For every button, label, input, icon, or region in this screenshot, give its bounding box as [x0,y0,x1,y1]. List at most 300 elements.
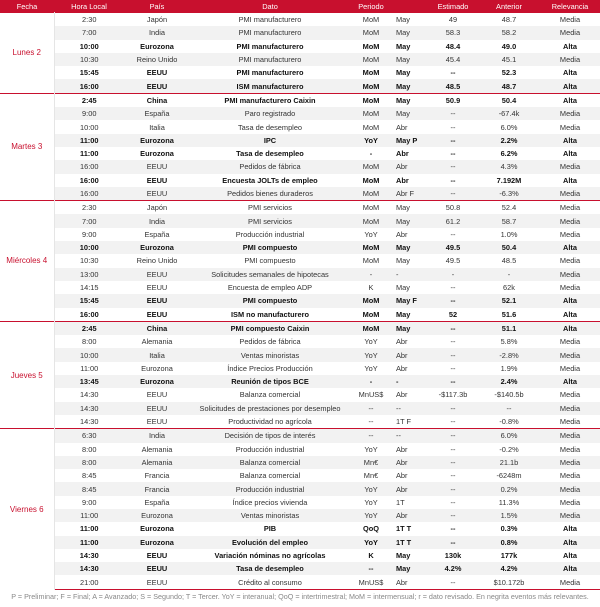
cell-country: India [124,26,190,39]
cell-relevance: Alta [540,134,600,147]
cell-period-unit: MoM [350,214,392,227]
cell-indicator: Ventas minoristas [190,348,350,361]
cell-indicator: Balanza comercial [239,390,301,400]
cell-country: India [124,429,190,443]
cell-time: 9:00 [82,497,97,507]
cell-period-unit: MoM [362,256,380,266]
cell-country: Japón [124,13,190,27]
cell-country: EEUU [146,68,168,78]
cell-period-unit: YoY [350,348,392,361]
cell-time: 8:45 [54,482,124,495]
header-anterior: Anterior [478,0,540,13]
cell-period: 1T [396,497,405,507]
cell-country: Eurozona [140,524,174,534]
cell-period: 1T T [396,524,412,534]
table-row [0,375,600,388]
cell-previous: 51.1 [478,321,540,335]
cell-previous: -$140.5b [494,390,524,400]
cell-time: 10:00 [80,122,99,132]
cell-estimate: -- [450,229,456,239]
cell-previous: 11.3% [498,497,520,507]
cell-period-unit: MoM [350,187,392,201]
table-row [0,79,600,93]
cell-indicator: Producción industrial [235,229,305,239]
cell-period: May [392,562,428,575]
cell-relevance: Media [540,26,600,39]
table-row [0,496,600,509]
cell-indicator: PMI servicios [190,214,350,227]
cell-indicator: Balanza comercial [190,456,350,469]
cell-previous: 2.2% [478,134,540,147]
cell-previous: 50.4 [478,241,540,254]
cell-period: May [392,308,428,322]
cell-previous: 4.3% [478,160,540,173]
cell-estimate: -- [428,402,478,415]
cell-time: 11:00 [80,524,99,534]
cell-period: May [392,241,428,254]
cell-indicator: Pedidos bienes duraderos [190,187,350,201]
cell-relevance: Alta [540,241,600,254]
cell-time: 14:30 [79,551,99,561]
cell-country: EEUU [146,390,168,400]
cell-period: Abr [396,471,408,481]
table-row [0,321,600,335]
cell-relevance: Alta [563,41,577,51]
cell-estimate: 50.8 [428,201,478,215]
cell-indicator: PMI compuesto [190,294,350,307]
cell-time: 16:00 [54,308,124,322]
cell-country: China [124,321,190,335]
cell-indicator: PMI compuesto [244,256,296,266]
cell-previous: -- [478,402,540,415]
cell-estimate: 49.5 [445,256,461,266]
table-row [0,388,600,401]
cell-country: Eurozona [124,375,190,388]
cell-country: Eurozona [141,363,173,373]
cell-period: May [396,283,410,293]
table-row [0,93,600,107]
cell-time: 10:00 [54,241,124,254]
table-row [0,201,600,215]
table-row [0,187,600,201]
cell-period-unit: MoM [362,41,380,51]
cell-relevance: Media [559,122,581,132]
cell-indicator: PMI manufacturero [236,68,304,78]
cell-time: 10:30 [80,256,99,266]
cell-period: - [392,268,428,281]
cell-indicator: Reunión de tipos BCE [190,375,350,388]
cell-time: 13:45 [54,375,124,388]
cell-previous: $10.172b [478,575,540,589]
cell-indicator: PMI manufacturero Caixin [190,93,350,107]
cell-relevance: Media [559,390,581,400]
cell-indicator: Productividad no agrícola [190,415,350,429]
cell-country: Alemania [141,337,173,347]
table-row [0,147,600,160]
header-row [0,0,600,13]
cell-time: 8:00 [54,456,124,469]
cell-period-unit: MoM [350,308,392,322]
cell-period: 1T T [392,536,428,549]
cell-indicator: ISM manufacturero [190,79,350,93]
cell-time: 9:00 [54,107,124,120]
cell-country: India [124,214,190,227]
cell-relevance: Alta [540,308,600,322]
cell-period-unit: YoY [364,337,378,347]
cell-previous: -67.4k [478,107,540,120]
table-row [0,254,600,267]
cell-previous: 58.7 [478,214,540,227]
table-row [0,26,600,39]
cell-previous: 50.4 [478,93,540,107]
cell-country: España [144,229,170,239]
cell-country: Italia [149,122,165,132]
cell-indicator: Encuesta de empleo ADP [227,283,313,293]
cell-previous: 62k [503,283,515,293]
cell-country: EEUU [146,551,168,561]
cell-period-unit: MoM [350,93,392,107]
cell-estimate: -- [428,107,478,120]
cell-period: May [396,41,411,51]
table-row [0,174,600,187]
cell-relevance: Media [559,471,581,481]
cell-estimate: -- [450,497,456,507]
cell-period-unit: MoM [362,175,380,185]
cell-estimate: 4.2% [428,562,478,575]
cell-relevance: Media [540,415,600,429]
cell-previous: -6248m [496,471,522,481]
cell-previous: 1.9% [500,363,518,373]
cell-country: EEUU [124,268,190,281]
cell-period-unit: MoM [350,294,392,307]
table-row [0,348,600,361]
cell-period: May [392,321,428,335]
table-row [0,294,600,307]
cell-estimate: 49.5 [428,241,478,254]
table-row [0,536,600,549]
cell-relevance: Alta [540,375,600,388]
cell-country: EEUU [124,79,190,93]
cell-country: Eurozona [124,241,190,254]
cell-indicator: Tasa de desempleo [237,122,303,132]
table-row [0,402,600,415]
cell-indicator: PIB [263,524,277,534]
cell-estimate: -- [450,363,456,373]
cell-period-unit: MoM [350,160,392,173]
cell-previous: 0.2% [478,482,540,495]
cell-estimate: 49 [428,13,478,27]
table-row [0,562,600,575]
cell-relevance: Media [540,348,600,361]
cell-indicator: PMI manufacturero [236,41,304,51]
cell-time: 15:45 [54,294,124,307]
cell-estimate: 48.4 [445,41,461,51]
cell-relevance: Alta [563,524,577,534]
cell-estimate: -- [428,160,478,173]
table-row [0,522,600,535]
table-row [0,107,600,120]
header-hora-local: Hora Local [54,0,124,13]
cell-indicator: Pedidos de fábrica [239,337,301,347]
cell-country: China [124,93,190,107]
cell-indicator: Crédito al consumo [190,575,350,589]
cell-relevance: Media [559,363,581,373]
cell-previous: 2.4% [478,375,540,388]
cell-period: May P [392,134,428,147]
table-row [0,13,600,27]
cell-previous: - [478,268,540,281]
cell-period-unit: YoY [364,229,378,239]
cell-time: 11:00 [54,134,124,147]
cell-estimate: -- [428,482,478,495]
cell-period: Abr [392,509,428,522]
day-label: Viernes 6 [0,429,54,590]
cell-relevance: Media [540,201,600,215]
cell-period: Abr [396,363,408,373]
cell-country: EEUU [124,294,190,307]
table-row [0,456,600,469]
cell-estimate: - [428,268,478,281]
cell-time: 13:00 [54,268,124,281]
cell-estimate: -- [428,509,478,522]
cell-period: Abr [392,575,428,589]
cell-period: May [392,13,428,27]
cell-previous: 49.0 [501,41,517,51]
table-row [0,66,600,79]
cell-time: 14:15 [80,283,99,293]
cell-country: EEUU [124,575,190,589]
table-row [0,281,600,294]
cell-time: 16:00 [79,175,99,185]
cell-time: 10:00 [54,348,124,361]
cell-estimate: -- [428,456,478,469]
cell-relevance: Media [540,402,600,415]
cell-indicator: Pedidos de fábrica [190,160,350,173]
cell-country: Eurozona [124,536,190,549]
cell-country: Francia [144,471,170,481]
day-label: Lunes 2 [0,13,54,94]
cell-relevance: Media [540,13,600,27]
cell-time: 11:00 [80,149,99,159]
cell-relevance: Media [540,187,600,201]
cell-period-unit: MoM [362,68,380,78]
day-label: Jueves 5 [0,321,54,428]
cell-period: May [392,201,428,215]
cell-period-unit: Mn€ [350,456,392,469]
table-row [0,40,600,53]
table-row [0,308,600,322]
cell-previous: -2.8% [478,348,540,361]
table-row [0,549,600,562]
day-label: Miércoles 4 [0,201,54,322]
cell-estimate: -- [428,429,478,443]
cell-period-unit: Mn€ [363,471,379,481]
cell-previous: 1.0% [500,229,518,239]
cell-period: Abr [396,149,409,159]
cell-country: España [144,497,170,507]
cell-indicator: Tasa de desempleo [236,149,304,159]
cell-period: Abr [396,122,408,132]
cell-time: 11:00 [80,363,99,373]
cell-time: 14:30 [80,390,99,400]
cell-time: 16:00 [54,79,124,93]
cell-previous: 52.1 [478,294,540,307]
cell-estimate: -- [428,134,478,147]
cell-period: Abr [396,175,409,185]
cell-estimate: 130k [444,551,462,561]
cell-indicator: Producción industrial [190,482,350,495]
cell-previous: -6.3% [478,187,540,201]
cell-country: Francia [124,482,190,495]
table-row [0,429,600,443]
cell-period: May [392,53,428,66]
cell-relevance: Media [559,497,581,507]
cell-estimate: 58.3 [428,26,478,39]
cell-time: 16:00 [54,187,124,201]
cell-estimate: -- [428,575,478,589]
cell-time: 14:30 [54,402,124,415]
cell-period: Abr [396,444,408,454]
cell-estimate: 48.5 [428,79,478,93]
cell-period: - [392,375,428,388]
cell-period: Abr [392,482,428,495]
cell-relevance: Media [559,229,581,239]
cell-relevance: Alta [563,68,577,78]
cell-period-unit: MoM [350,53,392,66]
cell-estimate: -- [450,524,456,534]
cell-relevance: Alta [563,551,577,561]
cell-previous: 7.192M [496,175,522,185]
cell-period: May [392,79,428,93]
cell-relevance: Media [540,575,600,589]
cell-relevance: Media [540,107,600,120]
table-row [0,53,600,66]
cell-time: 6:30 [54,429,124,443]
header-dato: Dato [190,0,350,13]
cell-period-unit: YoY [350,482,392,495]
cell-period: -- [392,402,428,415]
cell-time: 7:00 [54,26,124,39]
cell-relevance: Alta [540,321,600,335]
cell-period-unit: -- [350,402,392,415]
cell-country: EEUU [146,175,168,185]
cell-estimate: -- [428,321,478,335]
cell-relevance: Media [540,482,600,495]
cell-period-unit: -- [350,415,392,429]
cell-indicator: Paro registrado [190,107,350,120]
cell-period-unit: - [350,375,392,388]
cell-previous: 5.8% [500,337,518,347]
cell-previous: 48.7 [478,13,540,27]
cell-previous: 4.2% [478,562,540,575]
cell-period-unit: YoY [364,363,378,373]
cell-estimate: 45.4 [428,53,478,66]
cell-indicator: PMI manufacturero [190,26,350,39]
cell-previous: -0.2% [499,444,519,454]
cell-period: Abr F [392,187,428,201]
cell-time: 14:30 [54,415,124,429]
cell-previous: 21.1b [478,456,540,469]
cell-indicator: PMI compuesto [190,241,350,254]
cell-previous: 48.7 [478,79,540,93]
table-row [0,241,600,254]
cell-period-unit: YoY [350,134,392,147]
cell-previous: 0.8% [478,536,540,549]
cell-previous: 6.0% [500,122,518,132]
cell-time: 21:00 [54,575,124,589]
cell-time: 14:30 [54,562,124,575]
cell-period: May [396,68,411,78]
header-estimado: Estimado [428,0,478,13]
cell-country: Eurozona [124,509,190,522]
cell-relevance: Media [540,429,600,443]
cell-previous: 51.6 [478,308,540,322]
cell-indicator: PMI manufacturero [190,13,350,27]
table-row [0,335,600,348]
cell-country: Alemania [124,456,190,469]
table-row [0,469,600,482]
footnote: P = Preliminar; F = Final; A = Avanzado; S = Segundo; T = Tercer. YoY = interanual; QoQ = intertrimestral; MoM = intermensual; r = dato revisado. En negrita eventos más relevantes. [11,591,589,601]
cell-country: EEUU [124,187,190,201]
cell-indicator: PMI manufacturero [190,53,350,66]
calendar-body [0,13,600,590]
header-fecha: Fecha [0,0,54,13]
cell-period: Abr [396,390,408,400]
cell-estimate: -- [428,348,478,361]
cell-previous: -0.8% [478,415,540,429]
header-pais: País [124,0,190,13]
cell-relevance: Media [540,214,600,227]
cell-estimate: -- [428,536,478,549]
cell-country: Japón [124,201,190,215]
cell-time: 10:30 [54,53,124,66]
cell-period: 1T F [392,415,428,429]
cell-country: Reino Unido [124,53,190,66]
cell-estimate: -- [450,175,456,185]
cell-estimate: -- [428,375,478,388]
cell-relevance: Alta [563,175,577,185]
cell-period: Abr [392,160,428,173]
cell-indicator: Decisión de tipos de interés [190,429,350,443]
cell-estimate: -- [428,187,478,201]
cell-country: EEUU [124,562,190,575]
cell-period-unit: K [368,283,374,293]
table-row [0,214,600,227]
cell-country: España [124,107,190,120]
cell-indicator: Producción industrial [235,444,305,454]
cell-relevance: Media [559,444,581,454]
cell-time: 10:00 [79,41,99,51]
cell-previous: 6.0% [478,429,540,443]
cell-period-unit: MoM [350,201,392,215]
cell-period: May [392,107,428,120]
cell-estimate: -- [450,149,456,159]
cell-period-unit: -- [350,429,392,443]
cell-indicator: Balanza comercial [239,471,301,481]
cell-time: 7:00 [54,214,124,227]
cell-country: Eurozona [140,149,174,159]
cell-relevance: Alta [540,93,600,107]
cell-previous: 48.5 [501,256,517,266]
cell-period: May [392,214,428,227]
cell-indicator: Solicitudes de prestaciones por desempleo [190,402,350,415]
cell-previous: 58.2 [478,26,540,39]
table-row [0,443,600,456]
cell-indicator: PMI compuesto Caixin [190,321,350,335]
cell-period: May F [392,294,428,307]
cell-estimate: -- [450,444,456,454]
cell-country: Eurozona [140,41,174,51]
